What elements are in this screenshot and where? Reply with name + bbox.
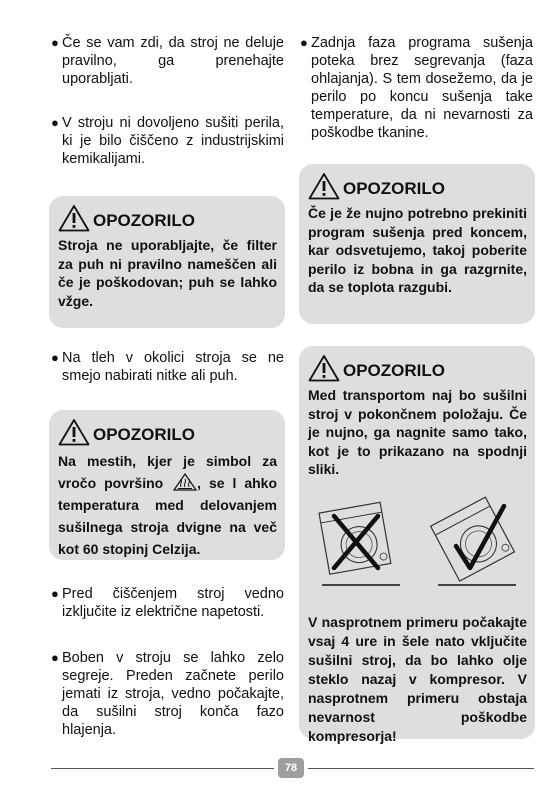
warning-heading	[308, 170, 527, 200]
warning-title: OPOZORILO	[343, 179, 445, 198]
transport-illustration	[308, 488, 527, 598]
warning-text: Stroja ne uporabljajte, če filter za puh ni pravilno nameščen ali če je poškodovan; puh se lahko vžge.	[58, 237, 277, 309]
bullet-text: Boben v stroju se lahko zelo segreje. Preden začnete perilo jemati iz stroja, vedno počakajte, da sušilni stroj konča fazo hlajenja.	[62, 650, 284, 738]
warning-text: Med transportom naj bo sušilni stroj v pokončnem položaju. Če je nujno, ga nagnite samo tako, kot je to prikazano na spodnji sliki.	[308, 387, 527, 477]
bullet-dot-icon: ●	[51, 350, 59, 365]
warning-text: V nasprotnem primeru počakajte vsaj 4 ure in šele nato vključite sušilni stroj, da bo lahko olje steklo nazaj v kompresor. V nasprotnem primeru obstaja nevarnost poškodbe kompresorja!	[308, 613, 527, 744]
bullet-item	[51, 585, 284, 621]
warning-title: OPOZORILO	[93, 425, 195, 444]
warning-title: OPOZORILO	[93, 211, 195, 230]
warning-triangle-icon	[58, 204, 90, 232]
bullet-dot-icon: ●	[51, 650, 59, 665]
bullet-item	[51, 349, 284, 385]
bullet-dot-icon: ●	[51, 115, 59, 130]
warning-title: OPOZORILO	[343, 361, 445, 380]
tilted-dryer-wrong-icon	[314, 488, 410, 588]
bullet-dot-icon: ●	[51, 35, 59, 50]
warning-box	[299, 164, 535, 324]
warning-text: Če je že nujno potrebno prekiniti program sušenja pred koncem, kar odsvetujemo, takoj poberite perilo iz bobna in ga razgrnite, da se toplota razgubi.	[308, 205, 527, 295]
warning-triangle-icon	[308, 172, 340, 200]
bullet-text: Pred čiščenjem stroj vedno izključite iz električne napetosti.	[62, 586, 284, 620]
warning-text-part: Na mestih, kjer je simbol za vročo površino	[58, 453, 277, 491]
warning-box	[299, 346, 535, 744]
footer-divider	[51, 768, 274, 769]
bullet-item	[300, 34, 533, 142]
bullet-item	[51, 114, 284, 168]
warning-text-part: , se l ahko temperatura med delovanjem sušilnega stroja dvigne na več kot 60 stopinj Celzija.	[58, 475, 277, 557]
warning-triangle-icon	[308, 354, 340, 382]
tilted-dryer-right-icon	[430, 488, 526, 588]
bullet-text: Zadnja faza programa sušenja poteka brez segrevanja (faza ohlajanja). S tem dosežemo, da je perilo po koncu sušenja take temperature, da ni nevarnosti za poškodbe tkanine.	[311, 35, 533, 141]
warning-heading	[308, 352, 527, 382]
footer-divider	[308, 768, 534, 769]
bullet-item	[51, 34, 284, 88]
warning-box	[49, 196, 285, 328]
page-number: 78	[278, 758, 304, 778]
bullet-text: Če se vam zdi, da stroj ne deluje pravilno, ga prenehajte uporabljati.	[62, 35, 284, 87]
bullet-text: V stroju ni dovoljeno sušiti perila, ki je bilo čiščeno z industrijskimi kemikalijami.	[62, 115, 284, 167]
hot-surface-icon	[173, 473, 197, 491]
warning-heading	[58, 202, 277, 232]
bullet-dot-icon: ●	[300, 35, 308, 50]
warning-heading	[58, 416, 277, 446]
bullet-text: Na tleh v okolici stroja se ne smejo nabirati nitke ali puh.	[62, 350, 284, 384]
bullet-item	[51, 649, 284, 739]
warning-box	[49, 410, 285, 560]
bullet-dot-icon: ●	[51, 586, 59, 601]
warning-triangle-icon	[58, 418, 90, 446]
warning-text	[58, 450, 277, 560]
